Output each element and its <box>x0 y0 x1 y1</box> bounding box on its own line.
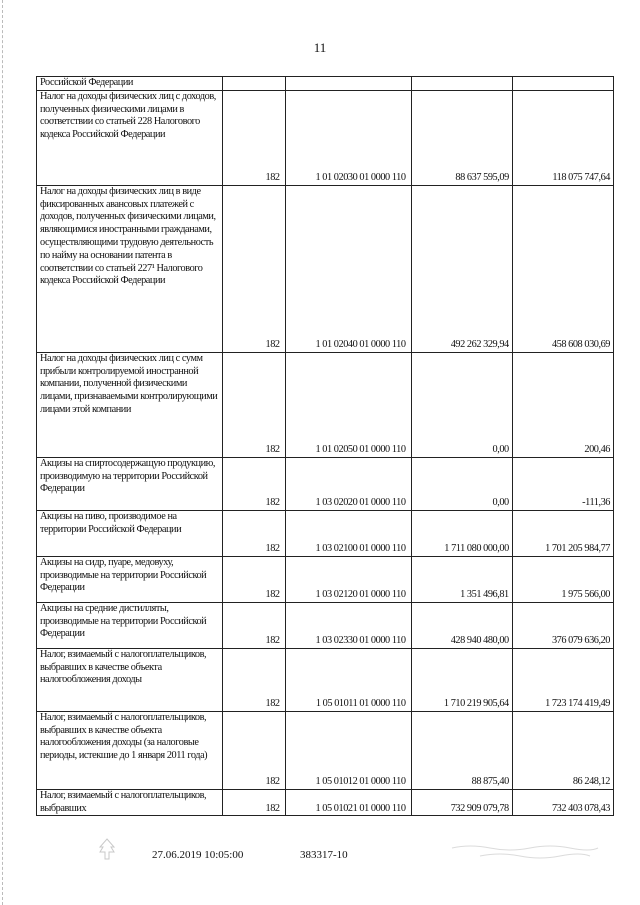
tax-name-cell: Налог на доходы физических лиц с доходов, полученных физическими лицами в соответствии со статьей 228 Налогового кодекса Российской Федерации <box>37 90 223 185</box>
planned-amount-cell <box>411 77 512 91</box>
table-row <box>37 352 614 457</box>
actual-amount-cell: 458 608 030,69 <box>512 185 613 352</box>
budget-classification-code-cell <box>285 77 411 91</box>
footer-datetime: 27.06.2019 10:05:00 <box>152 849 244 861</box>
actual-amount-cell: 376 079 636,20 <box>512 602 613 648</box>
planned-amount-cell: 732 909 079,78 <box>411 789 512 816</box>
footer-document-id: 383317-10 <box>300 849 348 861</box>
administrator-code-cell: 182 <box>223 648 285 711</box>
administrator-code-cell: 182 <box>223 556 285 602</box>
administrator-code-cell: 182 <box>223 90 285 185</box>
tax-name-cell: Акцизы на пиво, производимое на территории Российской Федерации <box>37 510 223 556</box>
administrator-code-cell: 182 <box>223 602 285 648</box>
planned-amount-cell: 0,00 <box>411 352 512 457</box>
actual-amount-cell: 86 248,12 <box>512 711 613 789</box>
administrator-code-cell: 182 <box>223 185 285 352</box>
budget-classification-code-cell: 1 01 02030 01 0000 110 <box>285 90 411 185</box>
actual-amount-cell: 1 701 205 984,77 <box>512 510 613 556</box>
actual-amount-cell <box>512 77 613 91</box>
budget-classification-code-cell: 1 05 01021 01 0000 110 <box>285 789 411 816</box>
budget-classification-code-cell: 1 01 02040 01 0000 110 <box>285 185 411 352</box>
table-row <box>37 90 614 185</box>
administrator-code-cell: 182 <box>223 711 285 789</box>
tax-name-cell: Налог, взимаемый с налогоплательщиков, выбравших в качестве объекта налогообложения доходы (за налоговые периоды, истекшие до 1 января 2011 года) <box>37 711 223 789</box>
tax-name-cell: Акцизы на спиртосодержащую продукцию, производимую на территории Российской Федерации <box>37 457 223 510</box>
planned-amount-cell: 1 711 080 000,00 <box>411 510 512 556</box>
planned-amount-cell: 492 262 329,94 <box>411 185 512 352</box>
page-number: 11 <box>313 40 327 55</box>
table-row <box>37 602 614 648</box>
administrator-code-cell: 182 <box>223 457 285 510</box>
table-row <box>37 510 614 556</box>
table-row <box>37 556 614 602</box>
actual-amount-cell: -111,36 <box>512 457 613 510</box>
table-row <box>37 711 614 789</box>
tax-name-cell: Налог, взимаемый с налогоплательщиков, выбравших в качестве объекта налогообложения доходы <box>37 648 223 711</box>
table-row <box>37 185 614 352</box>
administrator-code-cell: 182 <box>223 510 285 556</box>
planned-amount-cell: 88 875,40 <box>411 711 512 789</box>
budget-classification-code-cell: 1 05 01011 01 0000 110 <box>285 648 411 711</box>
table-row <box>37 77 614 91</box>
administrator-code-cell: 182 <box>223 352 285 457</box>
planned-amount-cell: 88 637 595,09 <box>411 90 512 185</box>
actual-amount-cell: 200,46 <box>512 352 613 457</box>
administrator-code-cell: 182 <box>223 789 285 816</box>
electronic-signature-watermark <box>450 842 600 860</box>
tax-name-cell: Налог, взимаемый с налогоплательщиков, выбравших <box>37 789 223 816</box>
tax-name-cell: Налог на доходы физических лиц с сумм прибыли контролируемой иностранной компании, полученной физическими лицами, признаваемыми контролирующими лицами этой компании <box>37 352 223 457</box>
seal-icon <box>98 838 116 860</box>
tax-name-cell: Российской Федерации <box>37 77 223 91</box>
planned-amount-cell: 1 351 496,81 <box>411 556 512 602</box>
planned-amount-cell: 1 710 219 905,64 <box>411 648 512 711</box>
budget-classification-code-cell: 1 03 02330 01 0000 110 <box>285 602 411 648</box>
budget-classification-code-cell: 1 05 01012 01 0000 110 <box>285 711 411 789</box>
actual-amount-cell: 1 975 566,00 <box>512 556 613 602</box>
planned-amount-cell: 428 940 480,00 <box>411 602 512 648</box>
table-row <box>37 648 614 711</box>
scan-edge <box>2 0 4 905</box>
planned-amount-cell: 0,00 <box>411 457 512 510</box>
budget-classification-code-cell: 1 03 02120 01 0000 110 <box>285 556 411 602</box>
administrator-code-cell <box>223 77 285 91</box>
tax-name-cell: Акцизы на сидр, пуаре, медовуху, производимые на территории Российской Федерации <box>37 556 223 602</box>
tax-revenue-table <box>36 76 614 816</box>
table-row <box>37 789 614 816</box>
table-row <box>37 457 614 510</box>
tax-name-cell: Налог на доходы физических лиц в виде фиксированных авансовых платежей с доходов, полученных физическими лицами, являющимися иностранными гражданами, осуществляющими трудовую деятельность по найму на основании патента в соответствии со статьей 227¹ Налогового кодекса Российской Федерации <box>37 185 223 352</box>
budget-classification-code-cell: 1 03 02100 01 0000 110 <box>285 510 411 556</box>
budget-classification-code-cell: 1 03 02020 01 0000 110 <box>285 457 411 510</box>
actual-amount-cell: 118 075 747,64 <box>512 90 613 185</box>
actual-amount-cell: 1 723 174 419,49 <box>512 648 613 711</box>
actual-amount-cell: 732 403 078,43 <box>512 789 613 816</box>
tax-name-cell: Акцизы на средние дистилляты, производимые на территории Российской Федерации <box>37 602 223 648</box>
budget-classification-code-cell: 1 01 02050 01 0000 110 <box>285 352 411 457</box>
